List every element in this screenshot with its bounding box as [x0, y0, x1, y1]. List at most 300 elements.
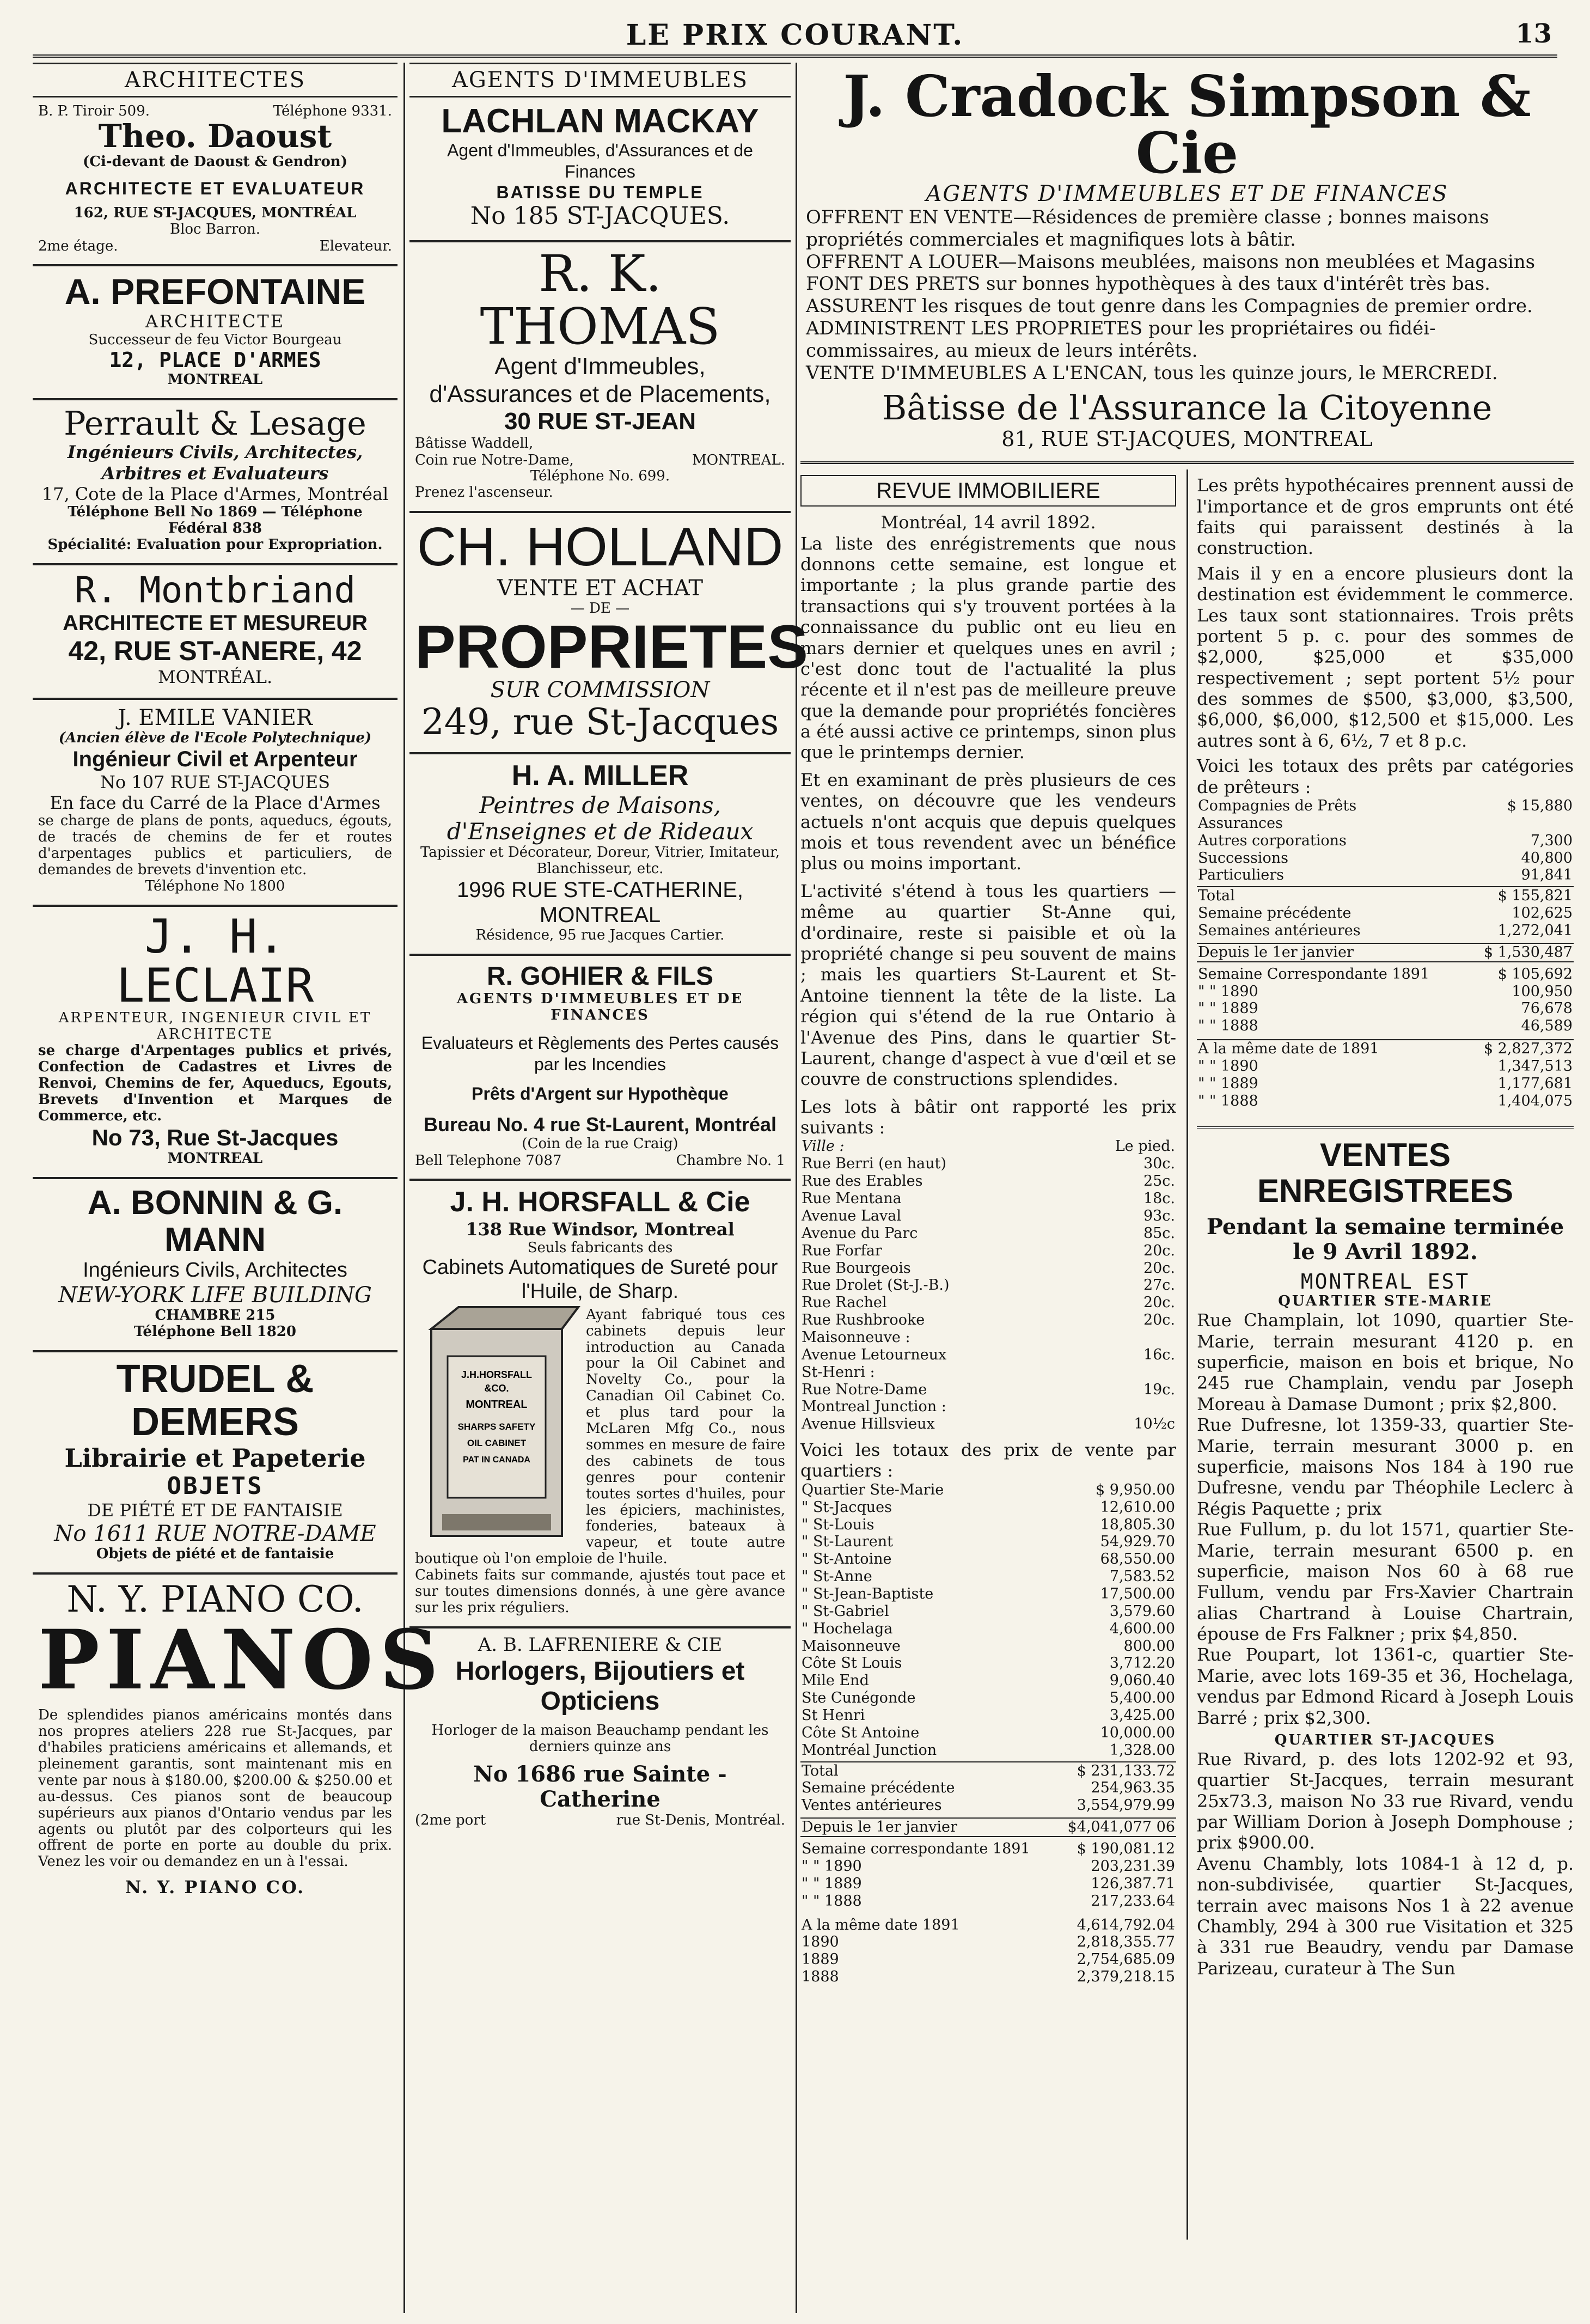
pret-row-label: Compagnies de Prêts: [1198, 797, 1357, 815]
quartier-row: [800, 1603, 1176, 1620]
pret-corresp-row: [1197, 966, 1574, 983]
lot-row: [800, 1398, 1176, 1416]
quartier-ste-marie: QUARTIER STE-MARIE: [1278, 1293, 1493, 1310]
quartier-row: [800, 1638, 1176, 1655]
lot-row: [800, 1225, 1176, 1242]
lot-row: [800, 1346, 1176, 1364]
quartier-row: [800, 1533, 1176, 1551]
quartier-row-label: " St-Jacques: [802, 1498, 892, 1516]
line-2: OBJETS: [167, 1472, 264, 1500]
stove-text-5: PAT IN CANADA: [463, 1455, 530, 1465]
lots-head-right: Le pied.: [1115, 1138, 1175, 1155]
quartier-row-value: 54,929.70: [1100, 1533, 1175, 1551]
quartier-row-label: St Henri: [802, 1707, 865, 1724]
description: De splendides pianos américains montés dans nos propres ateliers 228 rue St-Jacques, par d'habiles praticiens américains et allemands, et pleinement garantis, sont maintenant mis en vente par nous à $180.00, $200.00 & $250.00 et au-dessus. Ces pianos sont de beaucoup supérieurs aux pianos d'Ontario vendus par les agents ou plutôt par des colporteurs qui les offrent de porte en porte au double du prix. Venez les voir ou demandez en un à l'essai.: [38, 1707, 392, 1870]
prets-meme-date: [1197, 1039, 1574, 1109]
quartier-row-value: 17,500.00: [1100, 1585, 1175, 1603]
ad-name: Perrault & Lesage: [64, 405, 366, 443]
lot-row-label: Avenue Letourneux: [802, 1346, 947, 1363]
lot-row: [800, 1207, 1176, 1225]
lot-row-label: Avenue Laval: [802, 1207, 901, 1224]
pret-meme-row: [1197, 1040, 1574, 1058]
right-paragraph-1: Les prêts hypothécaires prennent aussi de l'importance et de gros emprunts ont été faits qui paraissent destinés à la construction.: [1197, 475, 1574, 559]
lot-row-label: Maisonneuve :: [802, 1328, 910, 1346]
quartier-row: [800, 1742, 1176, 1759]
lot-row-value: 25c.: [1143, 1173, 1175, 1190]
title: Ingénieurs Civils, Architectes: [83, 1259, 347, 1282]
line-1: Librairie et Papeterie: [64, 1443, 366, 1473]
pret-total-row-label: Semaines antérieures: [1198, 922, 1361, 940]
quartier-row-value: 18,805.30: [1100, 1516, 1175, 1533]
ad-horsfall: [409, 1181, 791, 1628]
quartier-row-value: 5,400.00: [1109, 1689, 1175, 1707]
paragraph-4: Les lots à bâtir ont rapporté les prix suivants :: [800, 1096, 1176, 1138]
right-paragraph-3: Voici les totaux des prêts par catégories de prêteurs :: [1197, 755, 1574, 797]
section-heading: AGENTS D'IMMEUBLES: [409, 63, 791, 97]
lot-row-value: 20c.: [1143, 1294, 1175, 1312]
quartier-st-jacques: QUARTIER ST-JACQUES: [1274, 1732, 1496, 1749]
prets-totals: [1197, 886, 1574, 940]
pret-total-row-value: 1,272,041: [1497, 922, 1573, 940]
port: (2me port: [415, 1811, 486, 1828]
quartier-corresp-row-value: 203,231.39: [1091, 1857, 1175, 1875]
room: CHAMBRE 215: [155, 1307, 276, 1323]
lot-row-value: 85c.: [1143, 1224, 1175, 1242]
ad-perrault: [33, 400, 397, 565]
address: No 73, Rue St-Jacques: [91, 1124, 339, 1150]
pret-row: [1197, 867, 1574, 884]
column-rule: [403, 63, 405, 2313]
pret-row: [1197, 832, 1574, 850]
lot-row: [800, 1364, 1176, 1381]
vente-1: Rue Champlain, lot 1090, quartier Ste-Marie, terrain mesurant 4120 p. en superficie, maison en bois et brique, No 245 rue Champlain, vendu par Joseph Moreau à Damase Dumont ; prix $2,800.: [1197, 1310, 1574, 1414]
pret-total-row-value: $ 155,821: [1497, 887, 1573, 905]
quartier-corresp-row: [800, 1893, 1176, 1910]
quartier-row-value: 4,600.00: [1109, 1620, 1175, 1637]
pret-row: [1197, 815, 1574, 832]
lot-row-label: Avenue du Parc: [802, 1224, 918, 1242]
right-paragraph-2: Mais il y en a encore plusieurs dont la destination est évidemment le commerce. Les taux sont stationnaires. Trois prêts portent 5 p. c. pour des sommes de $2,000, $25,000 et $35,000 respectivement ; sept portent 5½ pour des sommes de $500, $3,000, $3,500, $6,000, $6,000, $12,500 et $15,000. Les autres sont à 6, 6½, 7 et 8 p.c.: [1197, 563, 1574, 751]
pianos-banner: PIANOS: [38, 1612, 445, 1709]
lot-row-value: [1066, 1364, 1176, 1381]
quartier-row: [800, 1707, 1176, 1724]
quartier-meme-row-label: 1889: [802, 1951, 839, 1968]
pret-corresp-row-label: " " 1890: [1198, 983, 1258, 1000]
cradock-line: OFFRENT EN VENTE—Résidences de première classe ; bonnes maisons propriétés commerciales et magnifiques lots à bâtir.: [806, 206, 1489, 251]
quartier-meme-row: [800, 1951, 1176, 1968]
vente-2: Rue Dufresne, lot 1359-33, quartier Ste-Marie, terrain mesurant 3000 p. en superficie, maisons Nos 184 à 190 rue Dufresne, vendu par Théophile Leclerc à Régis Paquette ; prix: [1197, 1414, 1574, 1519]
title: Ingénieur Civil et Arpenteur: [72, 747, 358, 771]
lot-row-value: 20c.: [1143, 1242, 1175, 1259]
lot-row: [800, 1173, 1176, 1190]
lot-row: [800, 1416, 1176, 1433]
title: ARCHITECTE ET MESUREUR: [62, 611, 368, 635]
lot-row: [800, 1260, 1176, 1277]
ad-trudel-demers: [33, 1352, 397, 1575]
ventes-subheading: Pendant la semaine terminée le 9 Avril 1892.: [1206, 1213, 1564, 1265]
quartier-meme-row: [800, 1968, 1176, 1986]
description-2: Cabinets faits sur commande, ajustés tout pace et sur toutes dimensions donnés, à une gère avance sur les prix réguliers.: [415, 1567, 785, 1616]
lot-row-value: 30c.: [1143, 1155, 1175, 1173]
telephone: Téléphone No 1800: [145, 877, 285, 894]
line-1: Agent d'Immeubles,: [494, 353, 706, 380]
vente-5: Rue Rivard, p. des lots 1202-92 et 93, quartier St-Jacques, terrain mesurant 25x73.3, maison No 33 rue Rivard, vendu par William Dorion à Joseph Domphouse ; prix $900.00.: [1197, 1748, 1574, 1853]
quartiers-table: [800, 1481, 1176, 1759]
quartiers-janvier: [800, 1817, 1176, 1837]
telephone: Bell Telephone 7087: [415, 1152, 562, 1169]
st-denis: rue St-Denis, Montréal.: [616, 1811, 785, 1828]
quartier-corresp-row-value: 126,387.71: [1091, 1875, 1175, 1892]
qj-label: Depuis le 1er janvier: [802, 1819, 957, 1836]
pret-meme-row: [1197, 1093, 1574, 1110]
paragraph-3: L'activité s'étend à tous les quartiers —même au quartier St-Anne qui, d'ordinaire, reste si paisible et où la propriété change si peu souvent de mains ; mais les quartiers St-Laurent et St-Antoine tiennent la tête de la liste. La région qui s'étend de la rue Ontario à l'Avenue des Pins, dans le quartier St-Laurent, change d'aspect à vue d'œil et se couvre de constructions splendides.: [800, 880, 1176, 1090]
specialite: Spécialité: Evaluation pour Expropriation.: [47, 536, 383, 553]
lot-row-label: Rue Rachel: [802, 1294, 887, 1312]
ad-name: A. B. LAFRENIERE & CIE: [478, 1633, 723, 1656]
lot-row-label: Rue Notre-Dame: [802, 1381, 927, 1398]
quartier-row-value: 3,579.60: [1109, 1602, 1175, 1620]
coin: (Coin de la rue Craig): [522, 1136, 678, 1152]
ad-name: R. GOHIER & FILS: [486, 962, 713, 991]
quartier-corresp-row-value: 217,233.64: [1091, 1892, 1175, 1910]
seuls: Seuls fabricants des: [527, 1239, 673, 1256]
vente-6: Avenu Chambly, lots 1084-1 à 12 d, p. non-subdivisée, quartier St-Jacques, terrain avec maisons Nos 1 à 22 avenue Chambly, 294 à 300 rue Visitation et 325 à 331 rue Beaudry, vendu par Damase Parizeau, curateur à The Sun: [1197, 1853, 1574, 1979]
lot-row-value: 19c.: [1143, 1381, 1175, 1398]
quartier-row-label: Maisonneuve: [802, 1637, 901, 1655]
lot-row-label: Rue Forfar: [802, 1242, 882, 1259]
address: 81, RUE ST-JACQUES, MONTREAL: [1001, 426, 1373, 451]
ad-thomas: [409, 242, 791, 513]
note: (Ancien élève de l'Ecole Polytechnique): [58, 729, 372, 746]
lots-head-left: Ville :: [802, 1138, 845, 1155]
title-line-2: ARCHITECTE: [157, 1026, 273, 1043]
ad-cradock-simpson: [800, 63, 1574, 464]
ad-name: A. BONNIN & G. MANN: [87, 1184, 343, 1259]
pret-meme-row-label: A la même date de 1891: [1198, 1040, 1379, 1058]
quartier-row-label: " St-Gabriel: [802, 1602, 889, 1620]
address: No 1611 RUE NOTRE-DAME: [54, 1521, 376, 1546]
cradock-line: OFFRENT A LOUER—Maisons meublées, maisons non meublées et Magasins: [806, 251, 1536, 273]
location: En face du Carré de la Place d'Armes: [50, 792, 381, 813]
address: 1996 RUE STE-CATHERINE, MONTREAL: [456, 878, 744, 928]
pret-row-value: 7,300: [1530, 832, 1573, 849]
pret-meme-row-label: " " 1888: [1198, 1092, 1258, 1109]
product: Cabinets Automatiques de Sureté pour l'Huile, de Sharp.: [422, 1256, 778, 1303]
lot-row-value: 27c.: [1143, 1277, 1175, 1294]
line-1: VENTE ET ACHAT: [497, 575, 704, 601]
stove-text-3: SHARPS SAFETY: [457, 1421, 536, 1432]
bloc: Bloc Barron.: [169, 221, 261, 237]
page-number: 13: [1515, 19, 1552, 49]
masthead: [33, 16, 1557, 58]
pret-total-row-label: Total: [1198, 887, 1235, 905]
quartier-row: [800, 1620, 1176, 1638]
quartier-row-value: 12,610.00: [1100, 1498, 1175, 1516]
quartier-row: [800, 1568, 1176, 1585]
ad-name: CH. HOLLAND: [417, 516, 784, 577]
address: No 107 RUE ST-JACQUES: [100, 771, 331, 792]
paragraph-1: La liste des enrégistrements que nous donnons cette semaine, est longue et importante ; la plus grande partie des transactions qui s'y trouvent portées à la connaissance du public ont eu lieu en mars dernier et quelques unes en avril ; c'est donc tout de l'actualité la plus récente et il n'est pas de meilleure preuve que la demande pour propriétés foncières a été aussi active ce printemps, sinon plus que le printemps dernier.: [800, 533, 1176, 763]
telephone: Téléphone No. 699.: [530, 467, 670, 484]
quartier-meme-row-label: 1890: [802, 1933, 839, 1951]
pret-meme-row-value: $ 2,827,372: [1483, 1040, 1573, 1058]
revue-date: Montréal, 14 avril 1892.: [880, 512, 1096, 533]
address: No 1686 rue Sainte - Catherine: [473, 1761, 727, 1812]
vente-3: Rue Fullum, p. du lot 1571, quartier Ste-Marie, terrain mesurant 6500 p. en superficie, maison Nos 60 à 68 rue Fullum, vendu par Frs-Xavier Chartrain alias Chartrand à Louise Chartrain, épouse de Frs Falkner ; prix $4,850.: [1197, 1519, 1574, 1645]
description: se charge de plans de ponts, aqueducs, égouts, de tracés de chemins de fer et routes d'arpentages publics et particuliers, de demandes de brevets d'invention etc.: [38, 813, 392, 878]
quartier-meme-row: [800, 1917, 1176, 1934]
quartier-meme-row-label: 1888: [802, 1968, 839, 1986]
address: Bureau No. 4 rue St-Laurent, Montréal: [423, 1113, 777, 1136]
stove-text-1: &CO.: [484, 1382, 509, 1394]
ad-ny-piano: [33, 1575, 445, 1908]
newspaper-title: LE PRIX COURANT.: [626, 19, 964, 52]
paragraph-2: Et en examinant de près plusieurs de ces ventes, on découvre que les vendeurs actuels n'ont acquis que depuis quelques mois et tous revendent avec un bénéfice plus ou moins important.: [800, 769, 1176, 874]
quartier-row-value: 3,425.00: [1109, 1707, 1175, 1724]
lot-row: [800, 1155, 1176, 1173]
quartier-row-label: Ste Cunégonde: [802, 1689, 916, 1707]
cradock-line: VENTE D'IMMEUBLES A L'ENCAN, tous les quinze jours, le MERCREDI.: [806, 362, 1498, 384]
quartier-row-label: Mile End: [802, 1672, 869, 1689]
quartier-total-row-value: $ 231,133.72: [1077, 1762, 1175, 1779]
lot-row-label: Rue des Erables: [802, 1173, 923, 1190]
paragraph-5: Voici les totaux des prix de vente par quartiers :: [800, 1439, 1176, 1481]
lot-row-value: 16c.: [1143, 1346, 1175, 1363]
de: — DE —: [570, 600, 630, 617]
building: NEW-YORK LIFE BUILDING: [58, 1282, 372, 1308]
pret-corresp-row-value: 100,950: [1512, 983, 1573, 1000]
cradock-line: FONT DES PRETS sur bonnes hypothèques à des taux d'intérêt très bas.: [806, 273, 1490, 295]
stove-text-4: OIL CABINET: [467, 1437, 527, 1448]
ad-name: A. PREFONTAINE: [64, 271, 366, 312]
lot-row-value: 18c.: [1143, 1190, 1175, 1207]
quartier-row-label: Côte St Antoine: [802, 1724, 920, 1741]
address: 42, RUE ST-ANERE, 42: [68, 635, 362, 666]
elevateur: Elevateur.: [319, 237, 392, 254]
lot-row-label: Avenue Hillsvieux: [802, 1416, 935, 1433]
lot-row-value: [1066, 1398, 1176, 1416]
quartier-corresp-row-label: Semaine correspondante 1891: [802, 1840, 1030, 1858]
pret-total-row: [1197, 905, 1574, 922]
pret-meme-row-value: 1,404,075: [1497, 1092, 1573, 1109]
quartier-corresp-row-label: " " 1889: [802, 1875, 862, 1892]
prets-table: [1197, 797, 1574, 884]
quartier-total-row-label: Semaine précédente: [802, 1779, 955, 1797]
quartier-meme-row-value: 2,818,355.77: [1077, 1933, 1175, 1951]
ad-name: N. Y. PIANO CO.: [66, 1578, 364, 1620]
lot-row-label: Rue Rushbrooke: [802, 1312, 925, 1329]
quartier-row: [800, 1551, 1176, 1568]
ad-name: J. H. HORSFALL & Cie: [450, 1186, 750, 1218]
lot-row: [800, 1381, 1176, 1399]
building: Bâtisse Waddell,: [415, 435, 534, 452]
pret-total-row-value: 102,625: [1512, 905, 1573, 922]
pret-row-label: Assurances: [1198, 814, 1283, 832]
line-1: AGENTS D'IMMEUBLES ET DE FINANCES: [456, 991, 744, 1024]
description: Agent d'Immeubles, d'Assurances et de Finances: [447, 141, 753, 181]
signature: N. Y. PIANO CO.: [125, 1877, 305, 1898]
quartier-meme-row: [800, 1933, 1176, 1951]
oil-cabinet-illustration: [415, 1307, 578, 1547]
ad-name: J. EMILE VANIER: [118, 705, 313, 730]
address: 249, rue St-Jacques: [421, 701, 779, 743]
lot-row: [800, 1190, 1176, 1207]
lot-row-value: 93c.: [1143, 1207, 1175, 1224]
lot-row-value: 10½c: [1134, 1416, 1175, 1433]
pret-corresp-row-label: " " 1888: [1198, 1017, 1258, 1035]
line-1: Horloger de la maison Beauchamp pendant les derniers quinze ans: [431, 1722, 769, 1755]
pret-row-label: Particuliers: [1198, 867, 1284, 884]
line-1: Peintres de Maisons, d'Enseignes et de Rideaux: [447, 791, 754, 845]
pret-meme-row-label: " " 1889: [1198, 1075, 1258, 1092]
quartier-row: [800, 1516, 1176, 1534]
quartier-total-row: [800, 1779, 1176, 1797]
line-2: Evaluateurs et Règlements des Pertes causés par les Incendies: [421, 1033, 779, 1074]
address: No 185 ST-JACQUES.: [470, 202, 730, 230]
lot-row-label: Rue Mentana: [802, 1190, 902, 1207]
formerly: (Ci-devant de Daoust & Gendron): [82, 153, 347, 170]
lot-row: [800, 1329, 1176, 1346]
quartier-row-label: " St-Jean-Baptiste: [802, 1585, 934, 1603]
montreal-est: MONTREAL EST: [1300, 1269, 1470, 1294]
ad-holland: [409, 513, 808, 754]
quartier-total-row: [800, 1762, 1176, 1780]
pret-corresp-row-label: " " 1889: [1198, 1000, 1258, 1017]
quartier-total-row-value: 254,963.35: [1091, 1779, 1175, 1797]
telephone: Téléphone Bell No 1869 — Téléphone Fédéral 838: [68, 504, 363, 537]
pret-meme-row: [1197, 1075, 1574, 1093]
inner-column-rule: [1187, 469, 1188, 2240]
subtitle: SUR COMMISSION: [490, 678, 710, 703]
lot-row-label: Montreal Junction :: [802, 1398, 946, 1416]
address: 17, Cote de la Place d'Armes, Montréal: [41, 484, 389, 505]
quartier-total-row-label: Total: [802, 1762, 839, 1779]
quartier-row-value: 9,060.40: [1109, 1672, 1175, 1689]
pret-row-label: Successions: [1198, 849, 1288, 867]
building: BATISSE DU TEMPLE: [496, 182, 704, 202]
ad-name: LACHLAN MACKAY: [441, 102, 759, 140]
lot-row-value: 20c.: [1143, 1259, 1175, 1277]
pret-row-value: 40,800: [1521, 849, 1573, 867]
successeur: Successeur de feu Victor Bourgeau: [88, 331, 342, 348]
quartier-row-value: 7,583.52: [1109, 1568, 1175, 1585]
quartier-corresp-row-value: $ 190,081.12: [1077, 1840, 1175, 1858]
vente-4: Rue Poupart, lot 1361-c, quartier Ste-Marie, avec lots 169-35 et 36, Hochelaga, vendus par Edmond Ricard à Joseph Louis Barré ; prix $2,300.: [1197, 1644, 1574, 1728]
stove-text-2: MONTREAL: [466, 1398, 528, 1411]
qj-value: $4,041,077 06: [1067, 1819, 1175, 1836]
subtitle: AGENTS D'IMMEUBLES ET DE FINANCES: [926, 181, 1448, 206]
quartier-row-value: 3,712.20: [1109, 1655, 1175, 1672]
ad-bonnin-mann: [33, 1179, 397, 1352]
line-2: d'Assurances et de Placements,: [429, 380, 771, 407]
pret-meme-row-label: " " 1890: [1198, 1058, 1258, 1075]
tagline: Objets de piété et de fantaisie: [96, 1545, 334, 1562]
cradock-line: ASSURENT les risques de tout genre dans les Compagnies de premier ordre.: [806, 295, 1533, 318]
quartier-meme-row-value: 2,754,685.09: [1077, 1951, 1175, 1968]
quartier-corresp-row-label: " " 1888: [802, 1892, 862, 1910]
elevator-note: Prenez l'ascenseur.: [415, 484, 553, 501]
quartier-row-label: " St-Antoine: [802, 1551, 892, 1568]
ventes-heading: VENTES ENREGISTREES: [1257, 1136, 1514, 1209]
quartier-row-label: " St-Louis: [802, 1516, 874, 1533]
ad-vanier: [33, 700, 397, 907]
quartiers-meme-date: [800, 1917, 1176, 1986]
corner: Coin rue Notre-Dame,: [415, 452, 574, 468]
quartier-meme-row-value: 4,614,792.04: [1077, 1916, 1175, 1933]
quartiers-totals: [800, 1761, 1176, 1815]
quartier-row-value: 68,550.00: [1100, 1551, 1175, 1568]
description: se charge d'Arpentages publics et privés, Confection de Cadastres et Livres de Renvoi, Chemins de fer, Aqueducs, Egouts, Brevets d'Invention et Marques de Commerce, etc.: [38, 1042, 392, 1124]
lot-row-value: 20c.: [1143, 1312, 1175, 1329]
quartier-corresp-row: [800, 1858, 1176, 1875]
residence: Résidence, 95 rue Jacques Cartier.: [475, 927, 725, 944]
revue-right: [1197, 464, 1574, 1979]
lot-row-label: St-Henri :: [802, 1363, 875, 1381]
pret-corresp-row-value: $ 105,692: [1497, 965, 1573, 983]
pret-corresp-row: [1197, 983, 1574, 1001]
line-3: Prêts d'Argent sur Hypothèque: [472, 1083, 729, 1103]
ad-gohier: [409, 956, 791, 1181]
ad-name: Theo. Daoust: [98, 118, 332, 155]
revue-heading: REVUE IMMOBILIERE: [800, 475, 1176, 507]
ad-mackay: [409, 97, 791, 242]
pj-label: Depuis le 1er janvier: [1198, 943, 1354, 961]
line-2: Tapissier et Décorateur, Doreur, Vitrier, Imitateur, Blanchisseur, etc.: [420, 844, 780, 877]
pret-row-value: $ 15,880: [1507, 797, 1573, 815]
building: Bâtisse de l'Assurance la Citoyenne: [882, 388, 1493, 428]
quartier-row: [800, 1672, 1176, 1689]
lot-row: [800, 1294, 1176, 1312]
pret-meme-row-value: 1,177,681: [1497, 1075, 1573, 1092]
city: MONTRÉAL.: [157, 667, 273, 688]
city: MONTREAL: [167, 371, 263, 388]
lots-table: [800, 1138, 1176, 1433]
column-agents: [409, 63, 808, 2313]
proprietes-banner: PROPRIETES: [415, 613, 808, 681]
pret-meme-row: [1197, 1058, 1574, 1075]
quartier-row-label: " St-Anne: [802, 1568, 872, 1585]
revue-body: [800, 464, 1574, 2240]
quartiers-correspondante: [800, 1840, 1176, 1910]
telephone: Téléphone Bell 1820: [134, 1323, 296, 1340]
quartier-row: [800, 1481, 1176, 1499]
quartier-meme-row-value: 2,379,218.15: [1077, 1968, 1175, 1986]
quartier-row: [800, 1499, 1176, 1516]
pret-total-row: [1197, 887, 1574, 905]
stove-text-0: J.H.HORSFALL: [461, 1369, 533, 1380]
quartier-row-label: Quartier Ste-Marie: [802, 1481, 944, 1498]
ad-miller: [409, 754, 791, 956]
ad-name: J. Cradock Simpson & Cie: [843, 63, 1531, 186]
ad-name: R. Montbriand: [74, 569, 356, 612]
quartier-total-row-label: Ventes antérieures: [802, 1797, 942, 1814]
quartier-row-label: " Hochelaga: [802, 1620, 893, 1637]
title: ARCHITECTE ET EVALUATEUR: [65, 178, 365, 198]
prets-janvier: [1197, 943, 1574, 962]
line-3: DE PIÉTÉ ET DE FANTAISIE: [87, 1500, 343, 1521]
ad-name: R. K. THOMAS: [480, 244, 720, 356]
title-line-1: ARPENTEUR, INGENIEUR CIVIL ET: [58, 1010, 372, 1027]
lot-row-label: Rue Bourgeois: [802, 1259, 911, 1277]
city: MONTREAL.: [692, 452, 785, 468]
address: 162, RUE ST-JACQUES, MONTRÉAL: [74, 205, 357, 222]
description: Ingénieurs Civils, Architectes, Arbitres et Evaluateurs: [67, 442, 363, 484]
ad-prefontaine: [33, 266, 397, 400]
lot-row: [800, 1242, 1176, 1260]
etage: 2me étage.: [38, 237, 118, 254]
chambre: Chambre No. 1: [676, 1152, 785, 1169]
quartier-total-row: [800, 1797, 1176, 1814]
